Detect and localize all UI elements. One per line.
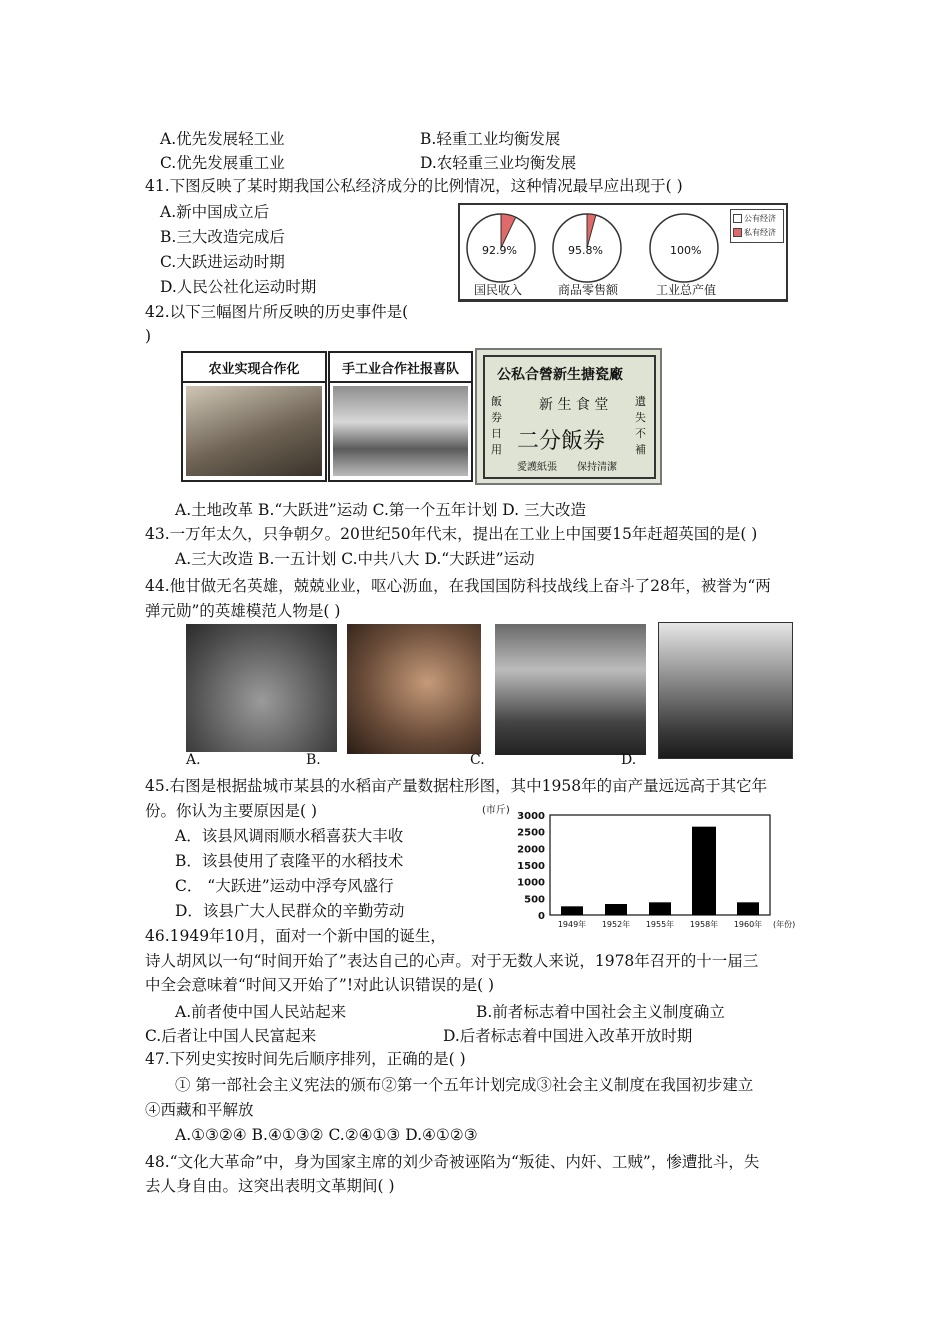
photo-label-d: D. xyxy=(621,752,637,768)
q40-option-a: A.优先发展轻工业 xyxy=(160,130,285,148)
q47-options: A.①③②④ B.④①③② C.②④①③ D.④①②③ xyxy=(175,1126,478,1144)
q45-stem-line1: 45.右图是根据盐城市某县的水稻亩产量数据柱形图，其中1958年的亩产量远远高于其它年 xyxy=(145,777,768,795)
q42-options: A.土地改革 B.“大跃进”运动 C.第一个五年计划 D. 三大改造 xyxy=(175,501,587,519)
photo-panel-agriculture xyxy=(181,351,327,482)
ticket-left-col: 飯券日用 xyxy=(491,395,502,456)
chart-y-tick: 3000 xyxy=(517,811,545,822)
chart-x-tick: 1960年 xyxy=(733,920,763,929)
ticket-title: 公私合營新生搪瓷廠 xyxy=(497,367,623,383)
pie3-label: 工业总产值 xyxy=(656,283,717,297)
chart-x-tick: 1949年 xyxy=(557,920,587,929)
chart-y-tick: 1500 xyxy=(517,861,545,872)
photo-label-c: C. xyxy=(470,752,485,768)
q47-items-line1: ① 第一部社会主义宪法的颁布②第一个五年计划完成③社会主义制度在我国初步建立 xyxy=(175,1076,754,1094)
q46-line2: 诗人胡风以一句“时间开始了”表达自己的心声。对于无数人来说，1978年召开的十一届三 xyxy=(145,952,759,970)
q44-stem-line2: 弹元勋”的英雄模范人物是( ) xyxy=(145,602,341,620)
photo-label-a: A. xyxy=(186,752,201,768)
q43-options: A.三大改造 B.一五计划 C.中共八大 D.“大跃进”运动 xyxy=(175,550,535,568)
chart-bar-1960年 xyxy=(737,902,759,915)
chart-x-tick: 1955年 xyxy=(645,920,675,929)
chart-x-label: (年份) xyxy=(773,920,796,929)
photo-panel-handicraft xyxy=(328,351,473,482)
chart-bar-1958年 xyxy=(692,827,716,915)
chart-y-tick: 2000 xyxy=(517,844,545,856)
bar-chart-svg xyxy=(480,803,800,933)
legend-private: 私有经济 xyxy=(733,227,781,238)
pie1-value: 92.9% xyxy=(482,244,517,257)
handicraft-photo xyxy=(333,386,468,476)
q45-option-d: D．该县广大人民群众的辛勤劳动 xyxy=(175,902,405,920)
legend-public: 公有经济 xyxy=(733,213,781,224)
person-photo-a xyxy=(186,624,337,752)
q45-stem-line2: 份。你认为主要原因是( ) xyxy=(145,802,318,820)
q41-stem: 41.下图反映了某时期我国公私经济成分的比例情况，这种情况最早应出现于( ) xyxy=(145,177,683,195)
q46-line3: 中全会意味着“时间又开始了”!对此认识错误的是( ) xyxy=(145,976,495,994)
q40-option-d: D.农轻重三业均衡发展 xyxy=(420,154,577,172)
person-photo-c xyxy=(495,624,646,755)
pie2-value: 95.8% xyxy=(568,244,603,257)
q42-stem-line1: 42.以下三幅图片所反映的历史事件是( xyxy=(145,303,409,321)
q45-bar-chart xyxy=(480,803,800,933)
chart-x-tick: 1958年 xyxy=(689,920,719,929)
q46-option-b: B.前者标志着中国社会主义制度确立 xyxy=(476,1003,725,1021)
person-photo-b xyxy=(347,624,481,754)
chart-y-tick: 500 xyxy=(524,894,545,906)
q46-option-c: C.后者让中国人民富起来 xyxy=(145,1027,317,1045)
chart-x-tick: 1952年 xyxy=(601,920,631,929)
agriculture-photo xyxy=(186,386,322,476)
q41-option-a: A.新中国成立后 xyxy=(160,203,270,221)
chart-bar-1949年 xyxy=(561,906,583,915)
chart-y-tick: 2500 xyxy=(517,827,545,839)
q45-option-b: B．该县使用了袁隆平的水稻技术 xyxy=(175,852,404,870)
chart-bar-1952年 xyxy=(605,904,627,915)
q46-option-a: A.前者使中国人民站起来 xyxy=(175,1003,347,1021)
q40-option-b: B.轻重工业均衡发展 xyxy=(420,130,561,148)
q44-stem-line1: 44.他甘做无名英雄，兢兢业业，呕心沥血，在我国国防科技战线上奋斗了28年，被誉为“两 xyxy=(145,577,771,595)
chart-y-label: (市斤) xyxy=(482,805,510,816)
q41-option-c: C.大跃进运动时期 xyxy=(160,253,285,271)
q45-option-c: C． “大跃进”运动中浮夸风盛行 xyxy=(175,877,394,895)
chart-y-tick: 0 xyxy=(538,911,545,922)
chart-y-tick: 1000 xyxy=(517,877,545,889)
panel2-title: 手工业合作社报喜队 xyxy=(330,353,471,383)
q48-line2: 去人身自由。这突出表明文革期间( ) xyxy=(145,1177,395,1195)
q46-option-d: D.后者标志着中国进入改革开放时期 xyxy=(443,1027,693,1045)
q43-stem: 43.一万年太久，只争朝夕。20世纪50年代末，提出在工业上中国要15年赶超英国的是( ) xyxy=(145,525,758,543)
meal-ticket-panel xyxy=(475,348,662,485)
ticket-right-col: 遺失不補 xyxy=(635,395,646,456)
q46-line1: 46.1949年10月，面对一个新中国的诞生， xyxy=(145,927,446,945)
q40-option-c: C.优先发展重工业 xyxy=(160,154,285,172)
q41-option-b: B.三大改造完成后 xyxy=(160,228,285,246)
ticket-amount: 二分飯券 xyxy=(517,429,606,454)
q47-items-line2: ④西藏和平解放 xyxy=(145,1101,254,1119)
panel1-title: 农业实现合作化 xyxy=(183,353,325,383)
ticket-bottom-left: 愛護紙張 xyxy=(517,462,557,473)
pie3-value: 100% xyxy=(670,244,702,257)
q42-stem-line2: ) xyxy=(145,327,152,345)
photo-label-b: B. xyxy=(306,752,321,768)
chart-frame xyxy=(550,815,770,915)
chart-bar-1955年 xyxy=(649,902,671,915)
ticket-bottom-right: 保持清潔 xyxy=(577,462,617,473)
person-photo-d xyxy=(658,622,793,759)
q41-option-d: D.人民公社化运动时期 xyxy=(160,278,317,296)
q41-legend xyxy=(730,209,784,243)
q47-stem: 47.下列史实按时间先后顺序排列，正确的是( ) xyxy=(145,1050,466,1068)
q45-option-a: A．该县风调雨顺水稻喜获大丰收 xyxy=(175,827,404,845)
q48-line1: 48.“文化大革命”中，身为国家主席的刘少奇被诬陷为“叛徒、内奸、工贼”，惨遭批斗，失 xyxy=(145,1153,760,1171)
ticket-canteen: 新 生 食 堂 xyxy=(539,397,609,413)
pie1-label: 国民收入 xyxy=(474,283,523,297)
pie2-label: 商品零售额 xyxy=(558,283,619,297)
